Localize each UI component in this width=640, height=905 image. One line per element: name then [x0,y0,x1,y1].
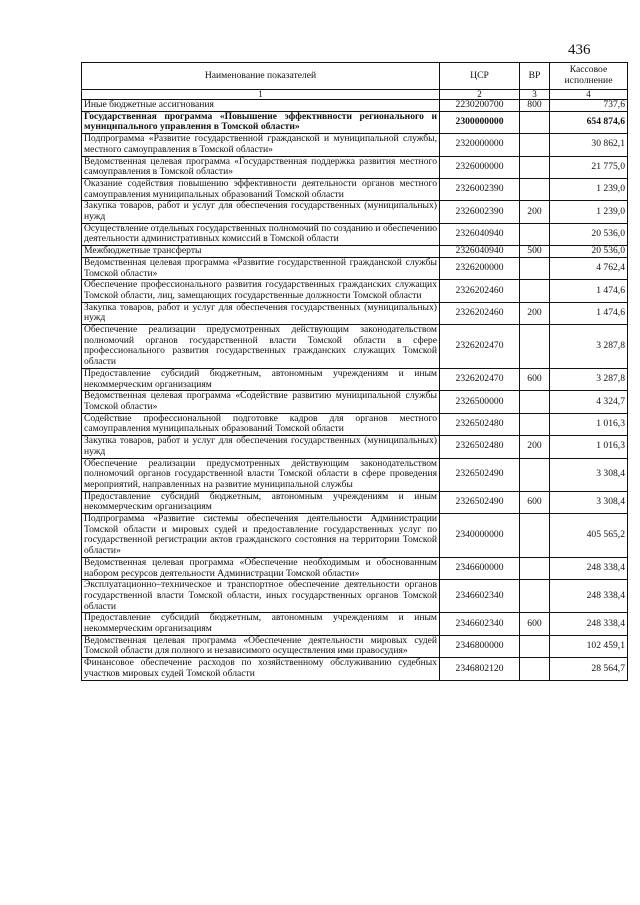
row-csr-cell: 2326502490 [440,491,520,513]
row-vr-cell [520,257,550,279]
row-vr-cell [520,413,550,435]
row-csr-cell: 2346800000 [440,635,520,657]
row-csr-cell: 2320000000 [440,134,520,156]
row-sum-cell: 3 308,4 [550,458,628,491]
table-row [82,635,628,657]
row-name-cell: Оказание содействия повышению эффективности деятельности органов местного самоуправления муниципальных образований Томской области [82,178,440,200]
table-body [82,100,628,681]
row-name-cell: Закупка товаров, работ и услуг для обеспечения государственных (муниципальных) нужд [82,302,440,324]
row-name-cell: Ведомственная целевая программа «Обеспечение необходимым и обоснованным набором ресурсов деятельности Администрации Томской области» [82,557,440,579]
row-csr-cell: 2326202460 [440,280,520,302]
row-csr-cell: 2326502480 [440,413,520,435]
row-vr-cell [520,391,550,413]
row-name-cell: Ведомственная целевая программа «Развитие государственной гражданской службы Томской области» [82,257,440,279]
row-name-cell: Предоставление субсидий бюджетным, автономным учреждениям и иным некоммерческим организациям [82,613,440,635]
row-csr-cell: 2346602340 [440,613,520,635]
table-row [82,413,628,435]
row-csr-cell: 2326500000 [440,391,520,413]
table-row [82,156,628,178]
row-sum-cell: 1 239,0 [550,201,628,223]
row-vr-cell [520,514,550,558]
row-name-cell: Подпрограмма «Развитие системы обеспечения деятельности Администрации Томской области и мировых судей и предоставление государственных услуг по государственной регистрации актов гражданского состояния на территории Томской области» [82,514,440,558]
row-csr-cell: 2326502490 [440,458,520,491]
row-sum-cell: 1 239,0 [550,178,628,200]
table-row [82,134,628,156]
row-csr-cell: 2326200000 [440,257,520,279]
row-name-cell: Финансовое обеспечение расходов по хозяйственному обслуживанию судебных участков мировых судей Томской области [82,658,440,680]
row-sum-cell: 1 016,3 [550,436,628,458]
row-sum-cell: 20 536,0 [550,223,628,245]
table-row [82,280,628,302]
row-name-cell: Содействие профессиональной подготовке кадров для органов местного самоуправления муниципальных образований Томской области [82,413,440,435]
row-csr-cell: 2326040940 [440,246,520,258]
row-sum-cell: 654 874,6 [550,111,628,133]
row-sum-cell: 4 762,4 [550,257,628,279]
row-sum-cell: 405 565,2 [550,514,628,558]
row-sum-cell: 30 862,1 [550,134,628,156]
row-vr-cell: 200 [520,201,550,223]
row-name-cell: Закупка товаров, работ и услуг для обеспечения государственных (муниципальных) нужд [82,436,440,458]
column-number: 4 [550,90,628,100]
table-row [82,458,628,491]
header-row [82,63,628,90]
row-csr-cell: 2346602340 [440,580,520,613]
row-vr-cell [520,635,550,657]
row-sum-cell: 3 287,8 [550,368,628,390]
row-name-cell: Обеспечение профессионального развития государственных гражданских служащих Томской области, лиц, замещающих государственные должности Томской области [82,280,440,302]
row-csr-cell: 2326202470 [440,325,520,369]
row-csr-cell: 2326002390 [440,178,520,200]
row-vr-cell: 200 [520,302,550,324]
row-name-cell: Ведомственная целевая программа «Государственная поддержка развития местного самоуправления в Томской области» [82,156,440,178]
row-sum-cell: 248 338,4 [550,580,628,613]
row-sum-cell: 737,6 [550,100,628,112]
row-name-cell: Обеспечение реализации предусмотренных действующим законодательством полномочий органов государственной власти Томской области в сфере проведения мероприятий, направленных на развитие муниципальной службы [82,458,440,491]
row-csr-cell: 2326040940 [440,223,520,245]
row-vr-cell [520,557,550,579]
row-vr-cell [520,156,550,178]
row-sum-cell: 4 324,7 [550,391,628,413]
header-vr: ВР [520,63,550,90]
row-name-cell: Иные бюджетные ассигнования [82,100,440,112]
column-number-row [82,90,628,100]
table-row [82,325,628,369]
table-row [82,368,628,390]
row-csr-cell: 2346600000 [440,557,520,579]
row-name-cell: Межбюджетные трансферты [82,246,440,258]
table-row [82,201,628,223]
table-row [82,491,628,513]
table-row [82,391,628,413]
row-vr-cell [520,458,550,491]
row-vr-cell [520,325,550,369]
table-row [82,613,628,635]
row-vr-cell [520,580,550,613]
row-vr-cell [520,223,550,245]
table-row [82,436,628,458]
row-vr-cell: 600 [520,368,550,390]
row-name-cell: Предоставление субсидий бюджетным, автономным учреждениям и иным некоммерческим организациям [82,368,440,390]
row-vr-cell: 600 [520,613,550,635]
row-vr-cell [520,658,550,680]
row-sum-cell: 21 775,0 [550,156,628,178]
table-row [82,302,628,324]
row-sum-cell: 3 287,8 [550,325,628,369]
row-name-cell: Осуществление отдельных государственных полномочий по созданию и обеспечению деятельности административных комиссий в Томской области [82,223,440,245]
table-row [82,257,628,279]
row-sum-cell: 28 564,7 [550,658,628,680]
row-vr-cell [520,111,550,133]
row-name-cell: Эксплуатационно–техническое и транспортное обеспечение деятельности органов государственной власти Томской области, иных государственных органов Томской области [82,580,440,613]
row-csr-cell: 2230200700 [440,100,520,112]
table-row [82,178,628,200]
row-name-cell: Государственная программа «Повышение эффективности регионального и муниципального управления в Томской области» [82,111,440,133]
row-vr-cell: 800 [520,100,550,112]
row-vr-cell: 200 [520,436,550,458]
table-row [82,658,628,680]
page-number: 436 [568,42,591,58]
row-sum-cell: 102 459,1 [550,635,628,657]
row-vr-cell [520,134,550,156]
row-name-cell: Закупка товаров, работ и услуг для обеспечения государственных (муниципальных) нужд [82,201,440,223]
row-vr-cell [520,280,550,302]
row-csr-cell: 2300000000 [440,111,520,133]
row-sum-cell: 20 536,0 [550,246,628,258]
row-csr-cell: 2340000000 [440,514,520,558]
table-row [82,557,628,579]
table-row [82,100,628,112]
table-row [82,111,628,133]
table-row [82,223,628,245]
row-sum-cell: 1 474,6 [550,302,628,324]
row-csr-cell: 2326502480 [440,436,520,458]
header-sum: Кассовое исполнение [550,63,628,90]
row-sum-cell: 1 474,6 [550,280,628,302]
row-name-cell: Ведомственная целевая программа «Обеспечение деятельности мировых судей Томской области для полного и независимого осуществления ими правосудия» [82,635,440,657]
row-name-cell: Ведомственная целевая программа «Содействие развитию муниципальной службы Томской области» [82,391,440,413]
row-vr-cell: 600 [520,491,550,513]
column-number: 2 [440,90,520,100]
row-csr-cell: 2326000000 [440,156,520,178]
column-number: 3 [520,90,550,100]
table-row [82,580,628,613]
row-csr-cell: 2346802120 [440,658,520,680]
row-csr-cell: 2326002390 [440,201,520,223]
header-name: Наименование показателей [82,63,440,90]
row-vr-cell [520,178,550,200]
column-number: 1 [82,90,440,100]
row-sum-cell: 248 338,4 [550,557,628,579]
table-row [82,246,628,258]
row-csr-cell: 2326202470 [440,368,520,390]
row-name-cell: Предоставление субсидий бюджетным, автономным учреждениям и иным некоммерческим организациям [82,491,440,513]
budget-table [81,62,628,681]
header-csr: ЦСР [440,63,520,90]
row-sum-cell: 1 016,3 [550,413,628,435]
table-row [82,514,628,558]
row-name-cell: Обеспечение реализации предусмотренных действующим законодательством полномочий органов государственной власти Томской области в сфере профессионального развития государственных гражданских служащих Томской области [82,325,440,369]
row-csr-cell: 2326202460 [440,302,520,324]
row-name-cell: Подпрограмма «Развитие государственной гражданской и муниципальной службы, местного самоуправления в Томской области» [82,134,440,156]
row-sum-cell: 248 338,4 [550,613,628,635]
row-sum-cell: 3 308,4 [550,491,628,513]
row-vr-cell: 500 [520,246,550,258]
